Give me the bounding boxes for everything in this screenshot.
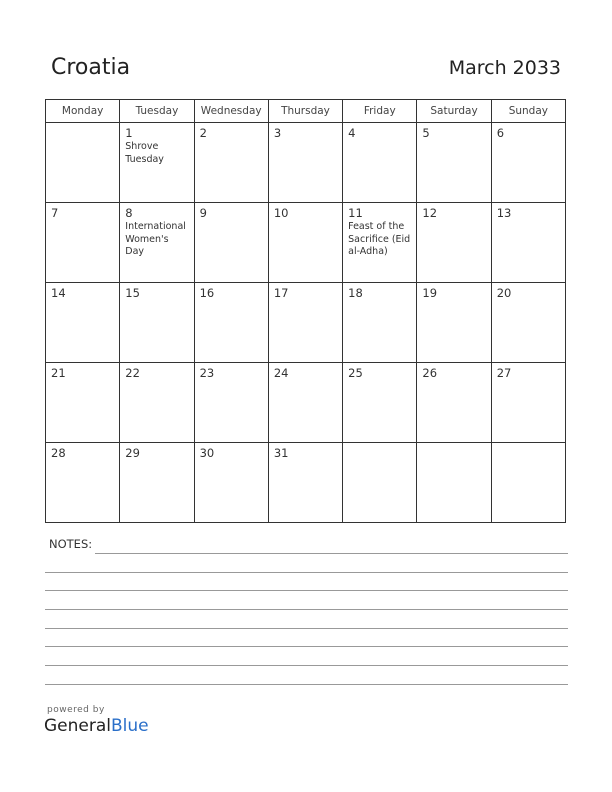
notes-line[interactable]: [45, 665, 568, 666]
day-number: 24: [273, 366, 289, 380]
weekday-thursday: Thursday: [268, 100, 342, 123]
weekday-saturday: Saturday: [417, 100, 491, 123]
day-number: 30: [199, 446, 215, 460]
country-title: Croatia: [51, 55, 131, 80]
day-number: 17: [273, 286, 289, 300]
day-number: 25: [348, 366, 363, 380]
weekday-friday: Friday: [343, 100, 417, 123]
holiday-label: Shrove Tuesday: [125, 141, 164, 165]
day-cell: [268, 363, 342, 443]
day-number: 7: [51, 206, 59, 220]
day-number: 15: [125, 286, 140, 300]
day-cell: [417, 363, 491, 443]
week-row: [46, 123, 566, 203]
day-cell: [343, 283, 417, 363]
day-cell: [194, 203, 268, 283]
day-cell: [417, 203, 491, 283]
day-number: 16: [199, 286, 215, 300]
day-number: 4: [348, 126, 356, 140]
day-cell: [343, 203, 417, 283]
day-cell: [120, 123, 194, 203]
day-number: 8: [125, 206, 133, 220]
day-cell: [46, 443, 120, 523]
day-cell: [46, 203, 120, 283]
weekday-sunday: Sunday: [491, 100, 565, 123]
day-number: 20: [496, 286, 512, 300]
weekday-wednesday: Wednesday: [194, 100, 268, 123]
holiday-label: Feast of the Sacrifice (Eid al-Adha): [348, 221, 411, 257]
day-cell: [417, 123, 491, 203]
brand-general: General: [44, 716, 111, 736]
day-number: 3: [273, 126, 282, 140]
day-number: 2: [199, 126, 207, 140]
day-cell: [120, 363, 194, 443]
day-number: 27: [496, 366, 512, 380]
day-cell: [194, 283, 268, 363]
day-cell: [46, 363, 120, 443]
day-cell: [343, 443, 417, 523]
calendar-grid: [45, 99, 566, 523]
generalblue-logo[interactable]: [44, 716, 149, 736]
weekday-tuesday: Tuesday: [120, 100, 194, 123]
day-number: 22: [125, 366, 140, 380]
notes-line[interactable]: [45, 684, 568, 685]
day-number: 21: [51, 366, 66, 380]
day-number: 28: [51, 446, 66, 460]
day-number: 10: [273, 206, 289, 220]
notes-line[interactable]: [45, 572, 568, 573]
weekday-monday: Monday: [46, 100, 120, 123]
day-cell: [417, 283, 491, 363]
week-row: [46, 363, 566, 443]
day-number: 12: [422, 206, 438, 220]
notes-label: NOTES:: [49, 537, 93, 551]
day-cell: [268, 123, 342, 203]
day-number: 31: [273, 446, 289, 460]
day-number: 6: [496, 126, 505, 140]
week-row: [46, 203, 566, 283]
day-cell: [417, 443, 491, 523]
notes-line[interactable]: [45, 646, 568, 647]
day-cell: [268, 203, 342, 283]
notes-line[interactable]: [45, 609, 568, 610]
day-cell: [46, 123, 120, 203]
day-cell: [194, 443, 268, 523]
day-number: 5: [422, 126, 430, 140]
day-cell: [194, 123, 268, 203]
powered-by-text: powered by: [47, 705, 105, 715]
week-row: [46, 283, 566, 363]
day-cell: [343, 363, 417, 443]
day-cell: [120, 283, 194, 363]
notes-line[interactable]: [45, 590, 568, 591]
day-cell: [120, 203, 194, 283]
day-cell: [268, 283, 342, 363]
day-cell: [194, 363, 268, 443]
day-cell: [491, 443, 565, 523]
day-cell: [491, 283, 565, 363]
day-cell: [268, 443, 342, 523]
day-cell: [491, 123, 565, 203]
day-number: 1: [125, 126, 133, 140]
day-cell: [46, 283, 120, 363]
day-cell: [343, 123, 417, 203]
day-cell: [491, 203, 565, 283]
day-number: 23: [199, 366, 215, 380]
weekday-header-row: [46, 100, 566, 123]
day-cell: [491, 363, 565, 443]
day-number: 13: [496, 206, 512, 220]
day-number: 19: [422, 286, 438, 300]
week-row: [46, 443, 566, 523]
month-title: March 2033: [448, 57, 561, 79]
day-number: 9: [199, 206, 207, 220]
holiday-label: International Women's Day: [125, 221, 186, 257]
notes-line[interactable]: [45, 628, 568, 629]
day-number: 26: [422, 366, 438, 380]
day-number: 11: [348, 206, 363, 220]
day-cell: [120, 443, 194, 523]
day-number: 18: [348, 286, 363, 300]
brand-blue: Blue: [111, 716, 149, 736]
day-number: 14: [51, 286, 66, 300]
day-number: 29: [125, 446, 140, 460]
notes-line[interactable]: [95, 553, 568, 554]
